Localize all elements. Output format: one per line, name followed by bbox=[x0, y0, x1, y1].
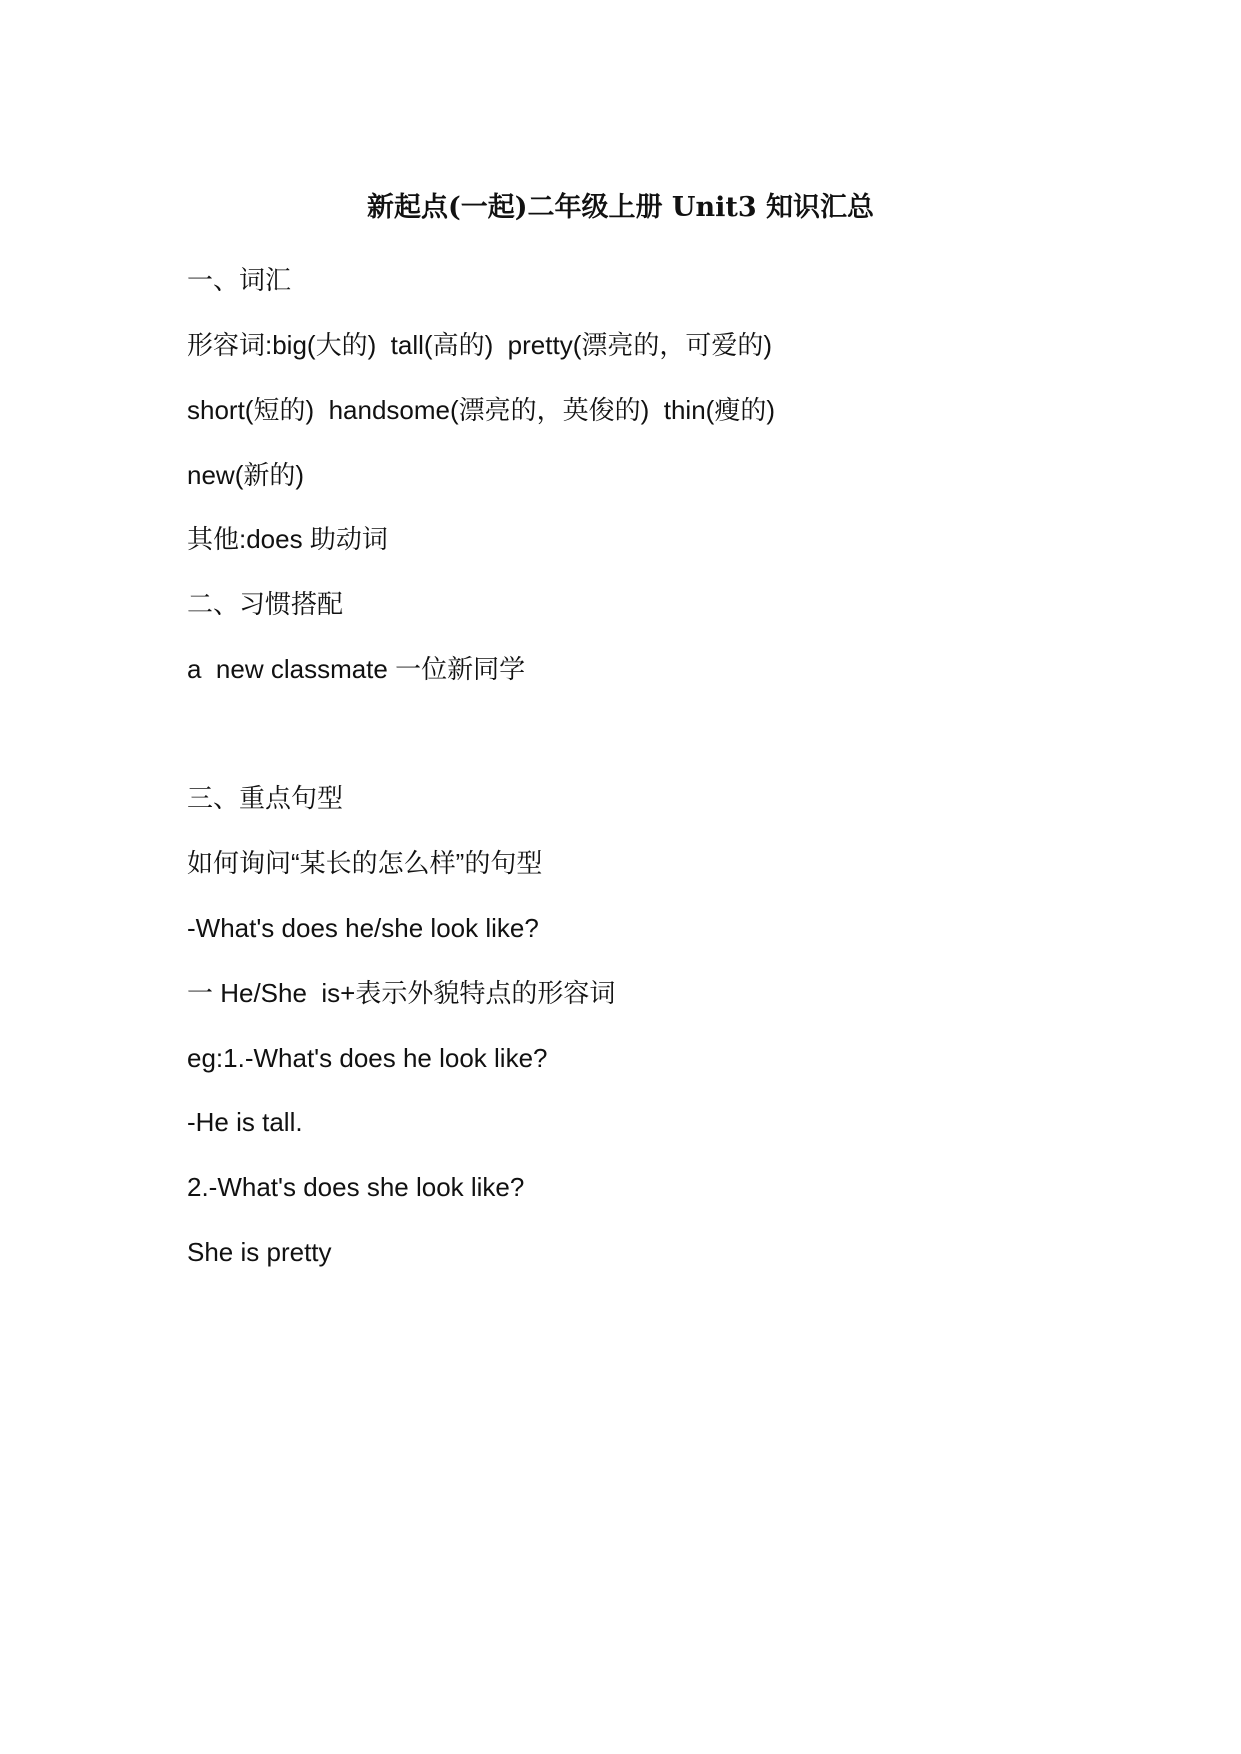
section-heading-collocations: 二、习惯搭配 bbox=[187, 589, 344, 619]
collocation-line: a new classmate 一位新同学 bbox=[187, 654, 526, 684]
sentence-pattern-intro: 如何询问“某长的怎么样”的句型 bbox=[187, 848, 543, 878]
document-title: 新起点(一起)二年级上册 Unit3 知识汇总 bbox=[366, 192, 875, 223]
sentence-pattern-answer: 一 He/She is+表示外貌特点的形容词 bbox=[187, 978, 616, 1008]
example-1-answer: -He is tall. bbox=[187, 1107, 303, 1137]
section-heading-vocabulary: 一、词汇 bbox=[187, 265, 292, 295]
section-heading-sentences: 三、重点句型 bbox=[187, 783, 344, 813]
other-words-line: 其他:does 助动词 bbox=[187, 524, 388, 554]
adjectives-line-1: 形容词:big(大的) tall(高的) pretty(漂亮的，可爱的) bbox=[187, 330, 773, 360]
adjectives-line-3: new(新的) bbox=[187, 460, 305, 490]
adjectives-line-2: short(短的) handsome(漂亮的，英俊的) thin(瘦的) bbox=[187, 395, 775, 425]
example-2-answer: She is pretty bbox=[187, 1237, 332, 1267]
sentence-pattern-question: -What's does he/she look like? bbox=[187, 913, 539, 943]
example-1-question: eg:1.-What's does he look like? bbox=[187, 1043, 548, 1073]
example-2-question: 2.-What's does she look like? bbox=[187, 1172, 525, 1202]
